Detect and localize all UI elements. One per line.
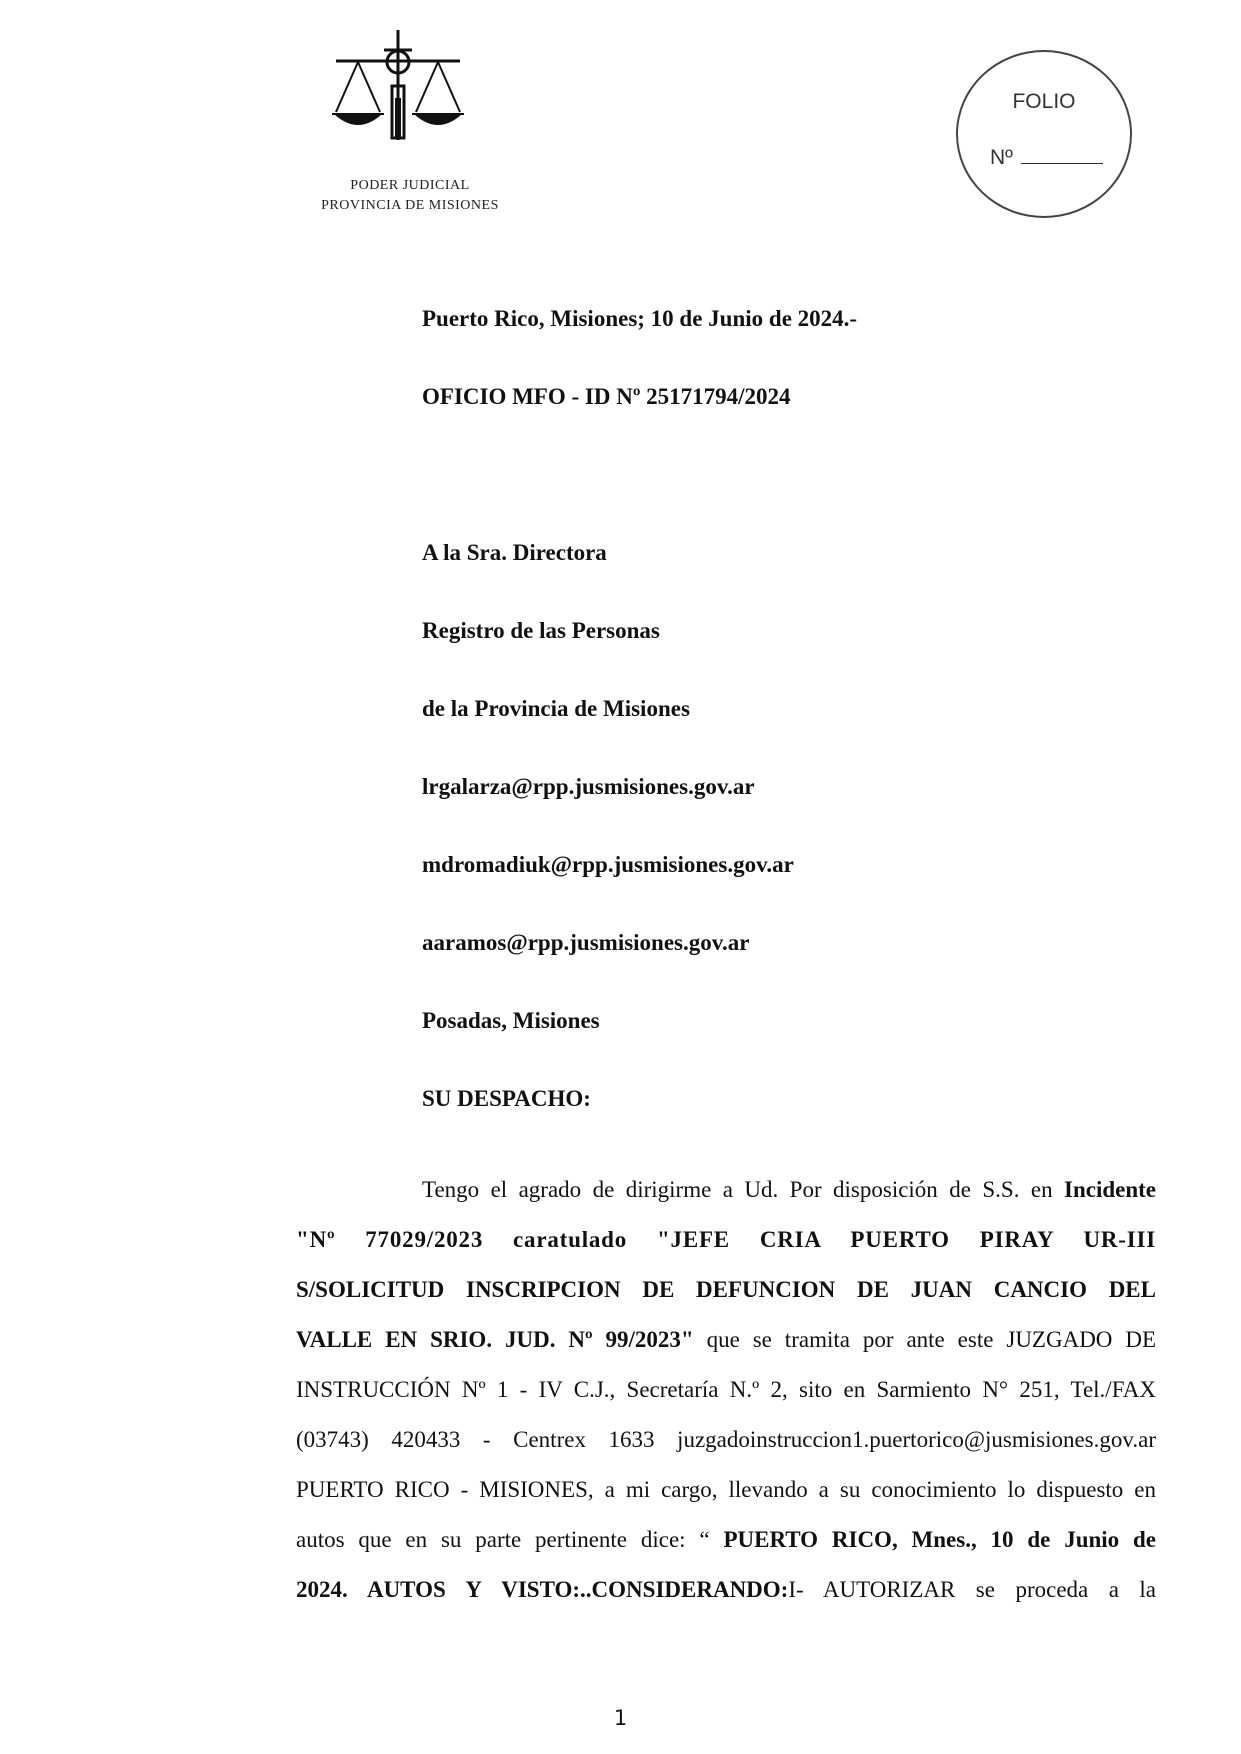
body-text-bold: S/SOLICITUD INSCRIPCION DE DEFUNCION DE JUAN CANCIO DEL bbox=[296, 1277, 1156, 1302]
recipient-city: Posadas, Misiones bbox=[422, 1008, 600, 1033]
body-line bbox=[296, 1215, 1156, 1265]
body-line bbox=[296, 1265, 1156, 1315]
body-line bbox=[296, 1515, 1156, 1565]
folio-stamp bbox=[956, 50, 1132, 218]
page-number: 1 bbox=[613, 1706, 628, 1730]
body-text-bold: "Nº 77029/2023 caratulado "JEFE CRIA PUERTO PIRAY UR-III bbox=[296, 1227, 1156, 1252]
logo-text-line2: PROVINCIA DE MISIONES bbox=[321, 198, 499, 213]
body-line bbox=[296, 1165, 1156, 1215]
body-paragraph bbox=[296, 1165, 1156, 1615]
body-line bbox=[296, 1365, 1156, 1415]
body-text: INSTRUCCIÓN Nº 1 - IV C.J., Secretaría N.º 2, sito en Sarmiento N° 251, Tel./FAX bbox=[296, 1377, 1156, 1402]
logo-text-line1: PODER JUDICIAL bbox=[350, 178, 470, 193]
recipient-email3: aaramos@rpp.jusmisiones.gov.ar bbox=[422, 930, 750, 955]
folio-number-blank bbox=[1021, 163, 1103, 164]
date-line: Puerto Rico, Misiones; 10 de Junio de 2024.- bbox=[422, 306, 858, 331]
recipient-line2: Registro de las Personas bbox=[422, 618, 660, 643]
body-text-bold: Incidente bbox=[1064, 1177, 1156, 1202]
body-text: autos que en su parte pertinente dice: “ bbox=[296, 1527, 724, 1552]
recipient-email2: mdromadiuk@rpp.jusmisiones.gov.ar bbox=[422, 852, 794, 877]
body-line bbox=[296, 1315, 1156, 1365]
body-text: (03743) 420433 - Centrex 1633 juzgadoinstruccion1.puertorico@jusmisiones.gov.ar bbox=[296, 1427, 1156, 1452]
recipient-email1: lrgalarza@rpp.jusmisiones.gov.ar bbox=[422, 774, 755, 799]
body-text: Tengo el agrado de dirigirme a Ud. Por disposición de S.S. en bbox=[422, 1177, 1064, 1202]
body-text: I- AUTORIZAR se proceda a la bbox=[788, 1577, 1156, 1602]
folio-number-field bbox=[990, 146, 1103, 170]
body-text-bold: 2024. AUTOS Y VISTO:..CONSIDERANDO: bbox=[296, 1577, 789, 1602]
body-line bbox=[296, 1415, 1156, 1465]
oficio-id: OFICIO MFO - ID Nº 25171794/2024 bbox=[422, 384, 791, 409]
body-text: PUERTO RICO - MISIONES, a mi cargo, llevando a su conocimiento lo dispuesto en bbox=[296, 1477, 1156, 1502]
su-despacho: SU DESPACHO: bbox=[422, 1086, 591, 1111]
folio-number-label: Nº bbox=[990, 146, 1013, 169]
body-text-bold: PUERTO RICO, Mnes., 10 de Junio de bbox=[723, 1527, 1157, 1552]
body-line bbox=[296, 1465, 1156, 1515]
body-line bbox=[296, 1565, 1156, 1615]
recipient-line3: de la Provincia de Misiones bbox=[422, 696, 690, 721]
scales-of-justice-icon bbox=[332, 28, 488, 178]
body-text: que se tramita por ante este JUZGADO DE bbox=[693, 1327, 1156, 1352]
poder-judicial-logo bbox=[300, 28, 520, 218]
recipient-line1: A la Sra. Directora bbox=[422, 540, 607, 565]
folio-title: FOLIO bbox=[1012, 90, 1076, 113]
body-text-bold: VALLE EN SRIO. JUD. Nº 99/2023" bbox=[296, 1327, 694, 1352]
